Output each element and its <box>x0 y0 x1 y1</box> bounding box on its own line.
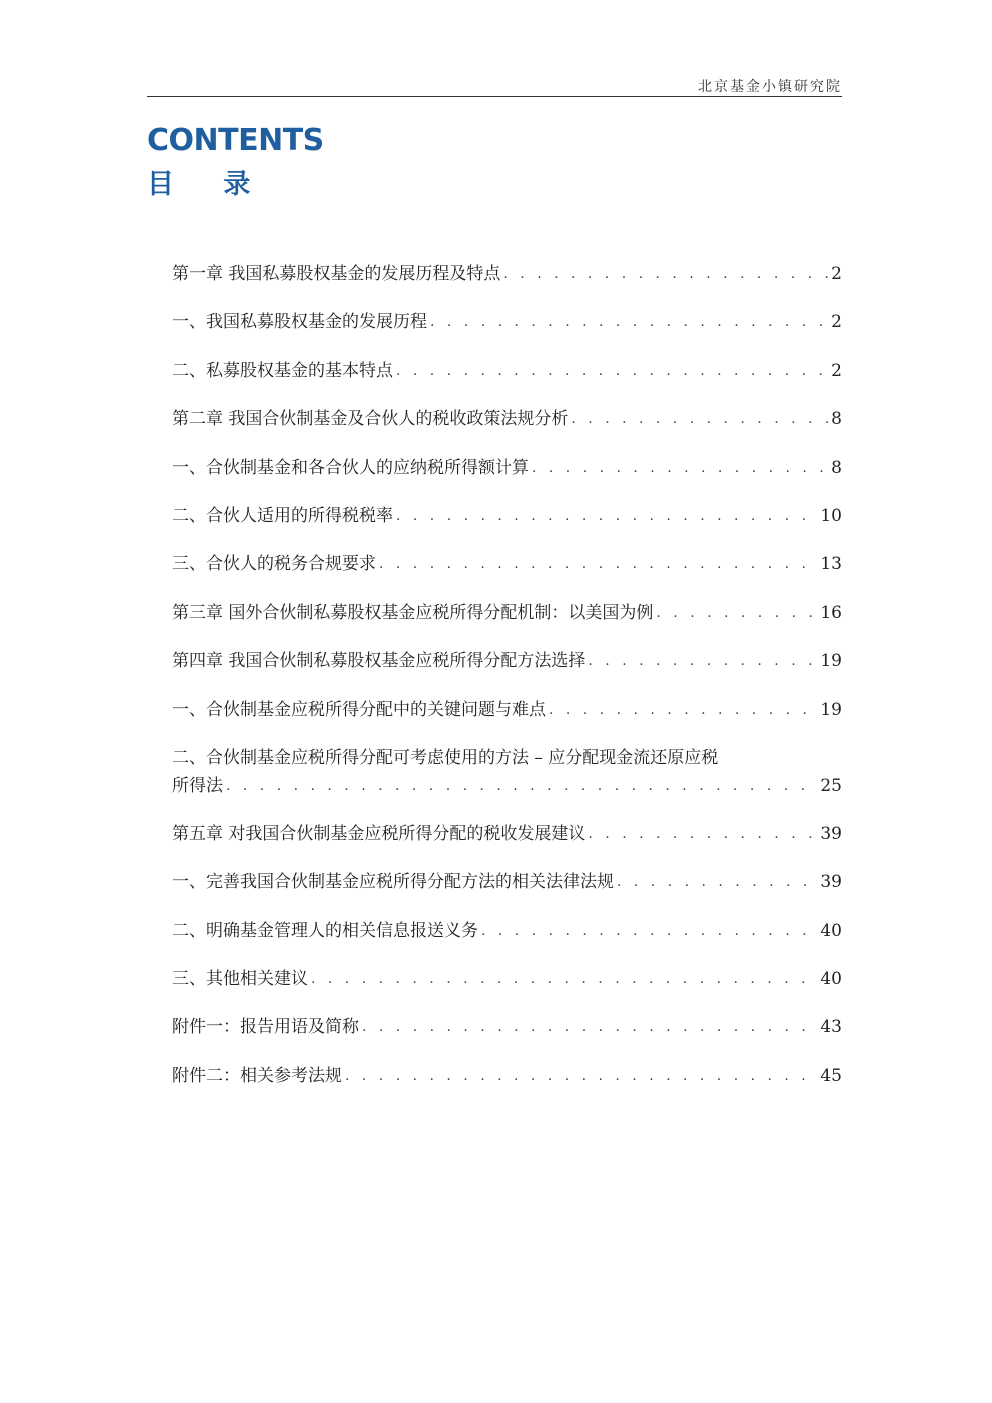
toc-entry[interactable] <box>172 967 842 991</box>
contents-title-en: CONTENTS <box>147 123 324 158</box>
toc-entry[interactable] <box>172 504 842 528</box>
toc-entry[interactable] <box>172 310 842 334</box>
toc-entry-page: 10 <box>820 505 842 526</box>
dot-leader <box>617 870 817 894</box>
toc-entry-page: 2 <box>831 312 842 333</box>
toc-entry-label: 第三章 国外合伙制私募股权基金应税所得分配机制：以美国为例 <box>172 602 654 623</box>
dot-leader <box>571 407 828 431</box>
toc-entry[interactable] <box>172 870 842 894</box>
dot-leader <box>481 919 817 943</box>
dot-leader <box>396 359 828 383</box>
dot-leader <box>396 504 817 528</box>
toc-entry-label: 附件二：相关参考法规 <box>172 1065 342 1086</box>
dot-leader <box>656 601 817 625</box>
table-of-contents <box>172 262 842 1112</box>
header-divider <box>147 96 842 97</box>
toc-entry-chapter-4[interactable] <box>172 649 842 673</box>
toc-entry[interactable] <box>172 359 842 383</box>
dot-leader <box>362 1015 817 1039</box>
toc-entry-appendix-1[interactable] <box>172 1015 842 1039</box>
toc-entry[interactable] <box>172 552 842 576</box>
dot-leader <box>532 456 828 480</box>
toc-entry-label: 一、我国私募股权基金的发展历程 <box>172 312 427 333</box>
toc-entry-label: 三、其他相关建议 <box>172 969 308 990</box>
toc-entry-label: 二、合伙人适用的所得税税率 <box>172 505 393 526</box>
toc-entry-label: 第五章 对我国合伙制基金应税所得分配的税收发展建议 <box>172 823 586 844</box>
toc-entry-page: 2 <box>831 360 842 381</box>
toc-entry-page: 25 <box>820 775 842 796</box>
dot-leader <box>549 698 817 722</box>
dot-leader <box>588 822 817 846</box>
toc-entry-page: 13 <box>820 554 842 575</box>
dot-leader <box>430 310 828 334</box>
toc-entry-chapter-1[interactable] <box>172 262 842 286</box>
dot-leader <box>588 649 817 673</box>
toc-entry-chapter-5[interactable] <box>172 822 842 846</box>
toc-entry-page: 39 <box>820 872 842 893</box>
toc-entry-page: 8 <box>831 409 842 430</box>
toc-entry-label: 第四章 我国合伙制私募股权基金应税所得分配方法选择 <box>172 651 586 672</box>
toc-entry[interactable] <box>172 746 842 798</box>
toc-entry-label: 一、完善我国合伙制基金应税所得分配方法的相关法律法规 <box>172 872 614 893</box>
toc-entry-page: 39 <box>820 823 842 844</box>
toc-entry-label-continued: 所得法 <box>172 775 223 796</box>
dot-leader <box>345 1064 817 1088</box>
dot-leader <box>379 552 817 576</box>
header-org-name: 北京基金小镇研究院 <box>698 79 842 95</box>
toc-entry-page: 19 <box>820 651 842 672</box>
toc-entry-label: 一、合伙制基金应税所得分配中的关键问题与难点 <box>172 699 546 720</box>
toc-entry-page: 16 <box>820 602 842 623</box>
toc-entry[interactable] <box>172 698 842 722</box>
toc-entry[interactable] <box>172 456 842 480</box>
dot-leader <box>311 967 817 991</box>
toc-entry[interactable] <box>172 919 842 943</box>
toc-entry-chapter-2[interactable] <box>172 407 842 431</box>
toc-entry-page: 2 <box>831 264 842 284</box>
toc-entry-appendix-2[interactable] <box>172 1064 842 1088</box>
toc-entry-page: 45 <box>820 1065 842 1086</box>
toc-entry-page: 40 <box>820 969 842 990</box>
dot-leader <box>503 262 828 286</box>
toc-entry-page: 43 <box>820 1017 842 1038</box>
toc-entry-label: 第二章 我国合伙制基金及合伙人的税收政策法规分析 <box>172 409 569 430</box>
toc-entry-page: 40 <box>820 920 842 941</box>
toc-entry-label: 三、合伙人的税务合规要求 <box>172 554 376 575</box>
toc-entry-page: 19 <box>820 699 842 720</box>
toc-entry-label: 附件一：报告用语及简称 <box>172 1017 359 1038</box>
toc-entry-label: 二、明确基金管理人的相关信息报送义务 <box>172 920 478 941</box>
dot-leader <box>226 774 817 798</box>
toc-entry-page: 8 <box>831 457 842 478</box>
contents-title-cn: 目 录 <box>147 169 271 200</box>
toc-entry-label: 一、合伙制基金和各合伙人的应纳税所得额计算 <box>172 457 529 478</box>
toc-entry-chapter-3[interactable] <box>172 601 842 625</box>
toc-entry-label: 二、私募股权基金的基本特点 <box>172 360 393 381</box>
toc-entry-label: 第一章 我国私募股权基金的发展历程及特点 <box>172 264 501 284</box>
toc-entry-label: 二、合伙制基金应税所得分配可考虑使用的方法 – 应分配现金流还原应税 <box>172 747 719 768</box>
